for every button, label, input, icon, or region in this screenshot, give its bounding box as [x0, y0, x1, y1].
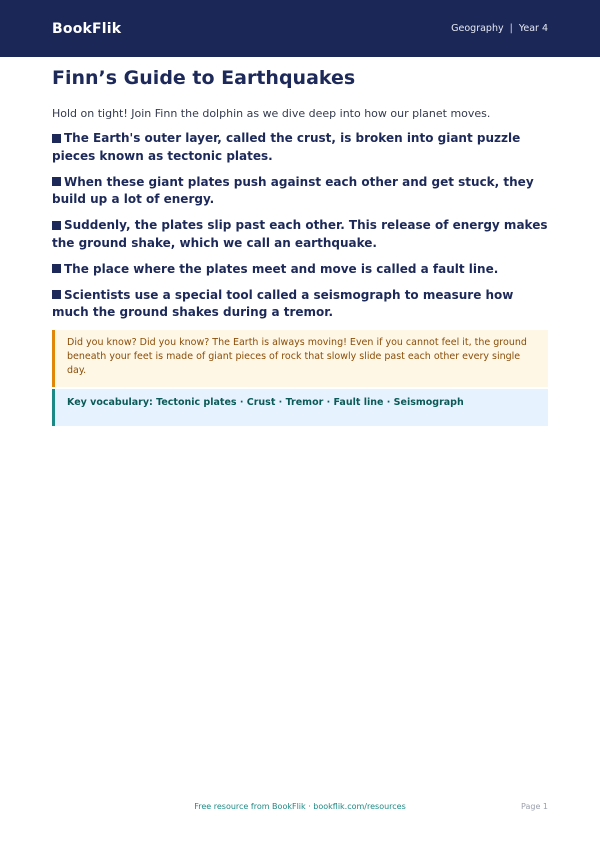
page-title: Finn’s Guide to Earthquakes	[52, 67, 356, 89]
subject-label: Geography	[451, 23, 504, 34]
bullet-list	[52, 130, 548, 322]
square-bullet-icon	[52, 177, 61, 186]
intro-text: Hold on tight! Join Finn the dolphin as we dive deep into how our planet moves.	[52, 107, 491, 120]
year-label: Year 4	[518, 23, 548, 34]
vocabulary-box	[52, 389, 548, 426]
list-item	[52, 130, 548, 165]
list-item	[52, 287, 548, 322]
footer-link[interactable]: Free resource from BookFlik · bookflik.com/resources	[194, 802, 406, 811]
list-item	[52, 261, 548, 279]
page-number: Page 1	[521, 802, 548, 811]
square-bullet-icon	[52, 221, 61, 230]
bullet-text: Scientists use a special tool called a seismograph to measure how much the ground shakes during a tremor.	[52, 287, 514, 319]
vocabulary-text: Key vocabulary: Tectonic plates · Crust · Tremor · Fault line · Seismograph	[67, 397, 464, 408]
bullet-text: The place where the plates meet and move is called a fault line.	[64, 261, 499, 276]
header-meta	[451, 23, 548, 34]
square-bullet-icon	[52, 290, 61, 299]
bullet-text: When these giant plates push against each other and get stuck, they build up a lot of energy.	[52, 174, 534, 206]
page-content	[52, 64, 548, 426]
page-header	[0, 0, 600, 57]
bullet-text: The Earth's outer layer, called the crust, is broken into giant puzzle pieces known as tectonic plates.	[52, 131, 521, 163]
callout-text: Did you know? Did you know? The Earth is always moving! Even if you cannot feel it, the ground beneath your feet is made of giant pieces of rock that slowly slide past each other every single day.	[67, 337, 527, 376]
bullet-text: Suddenly, the plates slip past each other. This release of energy makes the ground shake, which we call an earthquake.	[52, 218, 548, 250]
meta-separator: |	[509, 23, 513, 34]
list-item	[52, 174, 548, 209]
page-footer	[52, 802, 548, 816]
did-you-know-callout	[52, 330, 548, 387]
brand-logo[interactable]: BookFlik	[52, 20, 122, 37]
square-bullet-icon	[52, 264, 61, 273]
list-item	[52, 217, 548, 252]
square-bullet-icon	[52, 134, 61, 143]
